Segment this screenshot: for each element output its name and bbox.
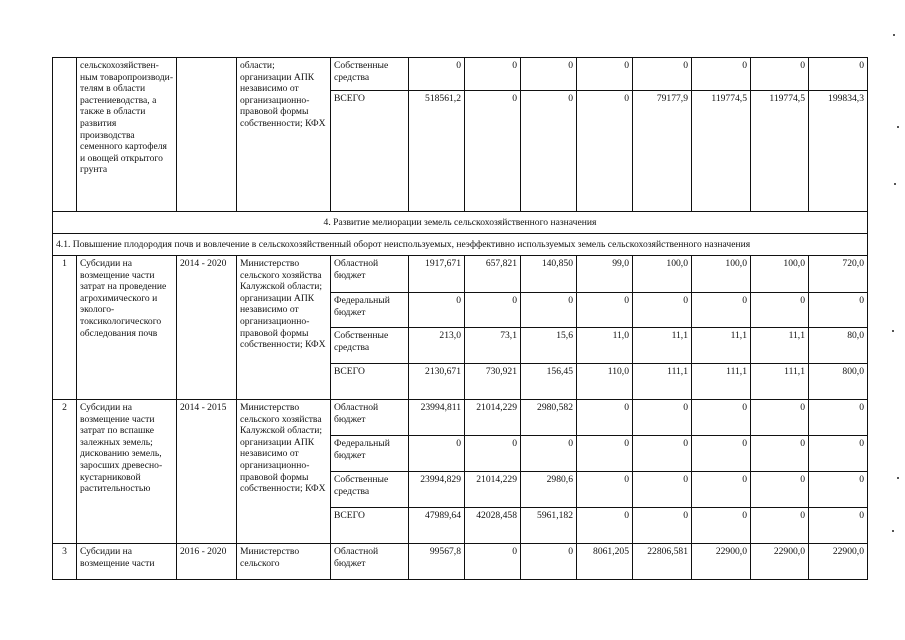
value-cell: 156,45 <box>521 364 577 400</box>
table-row <box>53 212 868 234</box>
value-cell: 2130,671 <box>409 364 465 400</box>
scan-speck <box>897 126 899 128</box>
value-cell: 0 <box>409 58 465 91</box>
value-cell: 2980,582 <box>521 400 577 436</box>
value-cell: 21014,229 <box>465 400 521 436</box>
value-cell: 0 <box>521 436 577 472</box>
row-number-cell: 2 <box>53 400 77 544</box>
value-cell: 119774,5 <box>751 91 809 212</box>
value-cell: 0 <box>692 58 751 91</box>
section-header: 4. Развитие мелиорации земель сельскохозяйственного назначения <box>53 212 868 234</box>
budget-table <box>52 57 868 580</box>
value-cell: 0 <box>633 400 692 436</box>
value-cell: 0 <box>409 436 465 472</box>
table-row <box>53 544 868 580</box>
value-cell: 1917,671 <box>409 256 465 293</box>
value-cell: 11,1 <box>751 328 809 364</box>
period-cell <box>177 58 237 212</box>
executor-cell: области; организации АПК независимо от организационно-правовой формы собственности; КФХ <box>237 58 331 212</box>
table-row <box>53 256 868 293</box>
funding-source-cell: ВСЕГО <box>331 508 409 544</box>
value-cell: 111,1 <box>751 364 809 400</box>
value-cell: 0 <box>751 58 809 91</box>
value-cell: 0 <box>521 58 577 91</box>
value-cell: 800,0 <box>809 364 868 400</box>
value-cell: 23994,829 <box>409 472 465 508</box>
scan-speck <box>897 477 899 479</box>
value-cell: 42028,458 <box>465 508 521 544</box>
funding-source-cell: Федеральный бюджет <box>331 436 409 472</box>
period-cell: 2014 - 2020 <box>177 256 237 400</box>
value-cell: 0 <box>521 544 577 580</box>
value-cell: 0 <box>751 436 809 472</box>
value-cell: 0 <box>692 293 751 328</box>
value-cell: 0 <box>577 400 633 436</box>
measure-name-cell: Субсидии на возмещение части затрат на проведение агрохимического и эколого-токсикологического обследования почв <box>77 256 177 400</box>
subsection-header: 4.1. Повышение плодородия почв и вовлечение в сельскохозяйственный оборот неиспользуемых, неэффективно используемых земель сельскохозяйственного назначения <box>53 234 868 256</box>
funding-source-cell: Собственные средства <box>331 328 409 364</box>
value-cell: 5961,182 <box>521 508 577 544</box>
value-cell: 11,0 <box>577 328 633 364</box>
value-cell: 0 <box>577 508 633 544</box>
value-cell: 0 <box>577 91 633 212</box>
value-cell: 22900,0 <box>809 544 868 580</box>
value-cell: 23994,811 <box>409 400 465 436</box>
value-cell: 0 <box>809 508 868 544</box>
value-cell: 80,0 <box>809 328 868 364</box>
value-cell: 100,0 <box>751 256 809 293</box>
table-row <box>53 58 868 91</box>
value-cell: 213,0 <box>409 328 465 364</box>
scan-speck <box>893 34 895 36</box>
measure-name-cell: Субсидии на возмещение части затрат по вспашке залежных земель; дискованию земель, заросших древесно-кустарниковой растительностью <box>77 400 177 544</box>
value-cell: 0 <box>577 436 633 472</box>
period-cell: 2016 - 2020 <box>177 544 237 580</box>
funding-source-cell: Собственные средства <box>331 472 409 508</box>
row-number-cell: 1 <box>53 256 77 400</box>
value-cell: 720,0 <box>809 256 868 293</box>
funding-source-cell: Областной бюджет <box>331 544 409 580</box>
value-cell: 73,1 <box>465 328 521 364</box>
row-number-cell <box>53 58 77 212</box>
value-cell: 0 <box>809 293 868 328</box>
value-cell: 47989,64 <box>409 508 465 544</box>
value-cell: 0 <box>577 293 633 328</box>
value-cell: 15,6 <box>521 328 577 364</box>
value-cell: 0 <box>751 472 809 508</box>
value-cell: 99,0 <box>577 256 633 293</box>
value-cell: 22900,0 <box>692 544 751 580</box>
value-cell: 11,1 <box>692 328 751 364</box>
value-cell: 0 <box>521 91 577 212</box>
value-cell: 99567,8 <box>409 544 465 580</box>
value-cell: 119774,5 <box>692 91 751 212</box>
value-cell: 8061,205 <box>577 544 633 580</box>
value-cell: 0 <box>409 293 465 328</box>
value-cell: 0 <box>633 293 692 328</box>
executor-cell: Министерство сельского хозяйства Калужской области; организации АПК независимо от организационно-правовой формы собственности; КФХ <box>237 400 331 544</box>
scan-speck <box>894 183 896 185</box>
value-cell: 22900,0 <box>751 544 809 580</box>
funding-source-cell: Областной бюджет <box>331 400 409 436</box>
value-cell: 0 <box>577 472 633 508</box>
value-cell: 0 <box>633 508 692 544</box>
value-cell: 111,1 <box>692 364 751 400</box>
value-cell: 0 <box>465 293 521 328</box>
value-cell: 0 <box>692 472 751 508</box>
value-cell: 0 <box>751 400 809 436</box>
funding-source-cell: Федеральный бюджет <box>331 293 409 328</box>
value-cell: 0 <box>633 436 692 472</box>
period-cell: 2014 - 2015 <box>177 400 237 544</box>
value-cell: 79177,9 <box>633 91 692 212</box>
value-cell: 22806,581 <box>633 544 692 580</box>
measure-name-cell: сельскохозяйствен-ным товаропроизводи-телям в области растениеводства, а также в области развития производства семенного картофеля и овощей открытого грунта <box>77 58 177 212</box>
value-cell: 140,850 <box>521 256 577 293</box>
value-cell: 0 <box>465 58 521 91</box>
value-cell: 0 <box>465 544 521 580</box>
value-cell: 2980,6 <box>521 472 577 508</box>
value-cell: 0 <box>751 293 809 328</box>
value-cell: 0 <box>809 58 868 91</box>
value-cell: 0 <box>633 472 692 508</box>
funding-source-cell: ВСЕГО <box>331 91 409 212</box>
funding-source-cell: Собственные средства <box>331 58 409 91</box>
value-cell: 518561,2 <box>409 91 465 212</box>
value-cell: 0 <box>633 58 692 91</box>
value-cell: 111,1 <box>633 364 692 400</box>
value-cell: 0 <box>521 293 577 328</box>
value-cell: 199834,3 <box>809 91 868 212</box>
table-row <box>53 400 868 436</box>
value-cell: 0 <box>465 436 521 472</box>
value-cell: 730,921 <box>465 364 521 400</box>
funding-source-cell: Областной бюджет <box>331 256 409 293</box>
value-cell: 0 <box>751 508 809 544</box>
value-cell: 100,0 <box>633 256 692 293</box>
value-cell: 0 <box>692 400 751 436</box>
value-cell: 110,0 <box>577 364 633 400</box>
value-cell: 657,821 <box>465 256 521 293</box>
scan-speck <box>892 530 894 532</box>
measure-name-cell: Субсидии на возмещение части <box>77 544 177 580</box>
value-cell: 100,0 <box>692 256 751 293</box>
table-row <box>53 234 868 256</box>
executor-cell: Министерство сельского хозяйства Калужской области; организации АПК независимо от организационно-правовой формы собственности; КФХ <box>237 256 331 400</box>
value-cell: 0 <box>809 436 868 472</box>
funding-source-cell: ВСЕГО <box>331 364 409 400</box>
value-cell: 0 <box>577 58 633 91</box>
row-number-cell: 3 <box>53 544 77 580</box>
value-cell: 11,1 <box>633 328 692 364</box>
value-cell: 0 <box>809 472 868 508</box>
value-cell: 0 <box>692 436 751 472</box>
executor-cell: Министерство сельского <box>237 544 331 580</box>
value-cell: 0 <box>692 508 751 544</box>
value-cell: 21014,229 <box>465 472 521 508</box>
value-cell: 0 <box>809 400 868 436</box>
scan-speck <box>892 330 894 332</box>
value-cell: 0 <box>465 91 521 212</box>
